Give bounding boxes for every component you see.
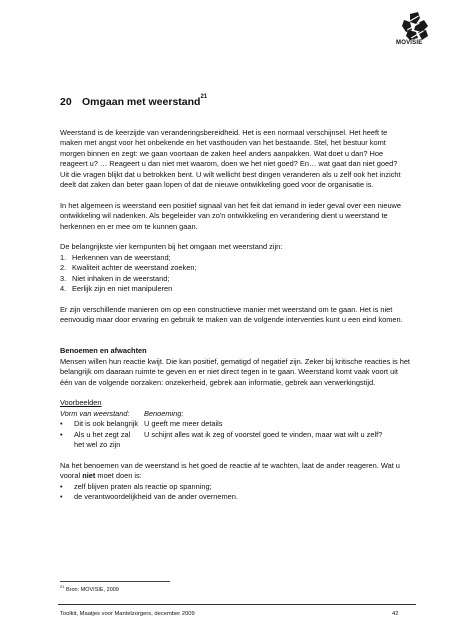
examples-table bbox=[60, 409, 410, 451]
list-item: • de verantwoordelijkheid van de ander overnemen. bbox=[60, 492, 238, 502]
movisie-logo bbox=[396, 10, 434, 50]
list-item: 1. Herkennen van de weerstand; bbox=[60, 252, 171, 262]
examples bbox=[60, 398, 410, 450]
paragraph-reaction: Mensen willen hun reactie kwijt. Die kan positief, gematigd of negatief zijn. Zeker bij kritische reacties is het belangrijk om daaraan ruimte te geven en er niet direct tegen in te gaan. Weerstand komt vaak voort uit één van de volgende oorzaken: onzekerheid, gebrek aan informatie, gebrek aan verwerkingstijd. bbox=[60, 356, 410, 387]
key-points-intro: De belangrijkste vier kernpunten bij het omgaan met weerstand zijn: bbox=[60, 242, 283, 252]
paragraph-interventions: Er zijn verschillende manieren om op een constructieve manier met weerstand om te gaan. Het is niet eenvoudig maar door ervaring en gebruik te maken van de volgende interventies kunt u een eind komen. bbox=[60, 304, 403, 325]
paragraph-intro-cont: Uit die vragen blijkt dat u betrokken bent. U wilt wellicht best dingen veranderen als u zelf ook het inzicht deelt dat zaken dan beter gaan lopen of dat de nieuwe ontwikkeling goed voor de organisatie is. bbox=[60, 169, 401, 190]
footnote-ref: 21 bbox=[200, 94, 208, 100]
section-number: 20 bbox=[60, 96, 72, 108]
footer-title: Toolkit, Maatjes voor Mantelzorgers, december 2009 bbox=[60, 611, 195, 617]
emphasis-not: niet bbox=[82, 471, 96, 481]
subheading: Benoemen en afwachten bbox=[60, 346, 147, 356]
list-item: 2. Kwaliteit achter de weerstand zoeken; bbox=[60, 263, 197, 273]
footer-divider bbox=[58, 604, 416, 605]
list-item: 3. Niet inhaken in de weerstand; bbox=[60, 273, 170, 283]
key-points bbox=[60, 242, 410, 294]
list-item: • zelf blijven praten als reactie op spanning; bbox=[60, 481, 212, 491]
examples-col2-header: Benoeming: bbox=[144, 408, 184, 418]
list-item: 4. Eerlijk zijn en niet manipuleren bbox=[60, 284, 173, 294]
footnote: $^{21}$ Bron: MOVISIE, 2009 bbox=[60, 584, 119, 593]
paragraph-after-naming: Na het benoemen van de weerstand is het goed de reactie af te wachten, laat de ander reageren. Wat u vooral niet moet doen is: bbox=[60, 460, 400, 481]
example-form: • Als u het zegt zal het wel zo zijn bbox=[60, 429, 131, 450]
paragraph-intro: Weerstand is de keerzijde van veranderingsbereidheid. Het is een normaal verschijnsel. Het heeft te maken met angst voor het onbekende en het vasthouden van het bestaande. Stel, het bestuur komt morgen binnen en zegt: we gaan voortaan de zaken heel anders aanpakken. Wat doet u dan? Hoe reageert u? … Reageert u dan niet met waarom, doen we het niet goed? En… wat gaat dan niet goed? bbox=[60, 128, 398, 169]
body-text bbox=[60, 128, 410, 503]
footnote-divider bbox=[60, 581, 170, 582]
logo-text: MOVISIE bbox=[396, 40, 423, 46]
example-form: • Dit is ook belangrijk bbox=[60, 419, 139, 429]
page-number: 42 bbox=[392, 611, 399, 617]
paragraph-positive-signal: In het algemeen is weerstand een positief signaal van het feit dat iemand in ieder geval over een nieuwe ontwikkeling wil nadenken. Als begeleider van zo'n ontwikkeling en verandering dient u weerstand te herkennen en er mee om te kunnen gaan. bbox=[60, 200, 402, 231]
example-naming: U schijnt alles wat ik zeg of voorstel goed te vinden, maar wat wilt u zelf? bbox=[144, 429, 383, 439]
section-title: Omgaan met weerstand bbox=[82, 96, 201, 108]
examples-col1-header: Vorm van weerstand: bbox=[60, 408, 130, 418]
examples-label: Voorbeelden bbox=[60, 398, 102, 408]
section-heading bbox=[60, 96, 207, 108]
example-naming: U geeft me meer details bbox=[144, 419, 223, 429]
